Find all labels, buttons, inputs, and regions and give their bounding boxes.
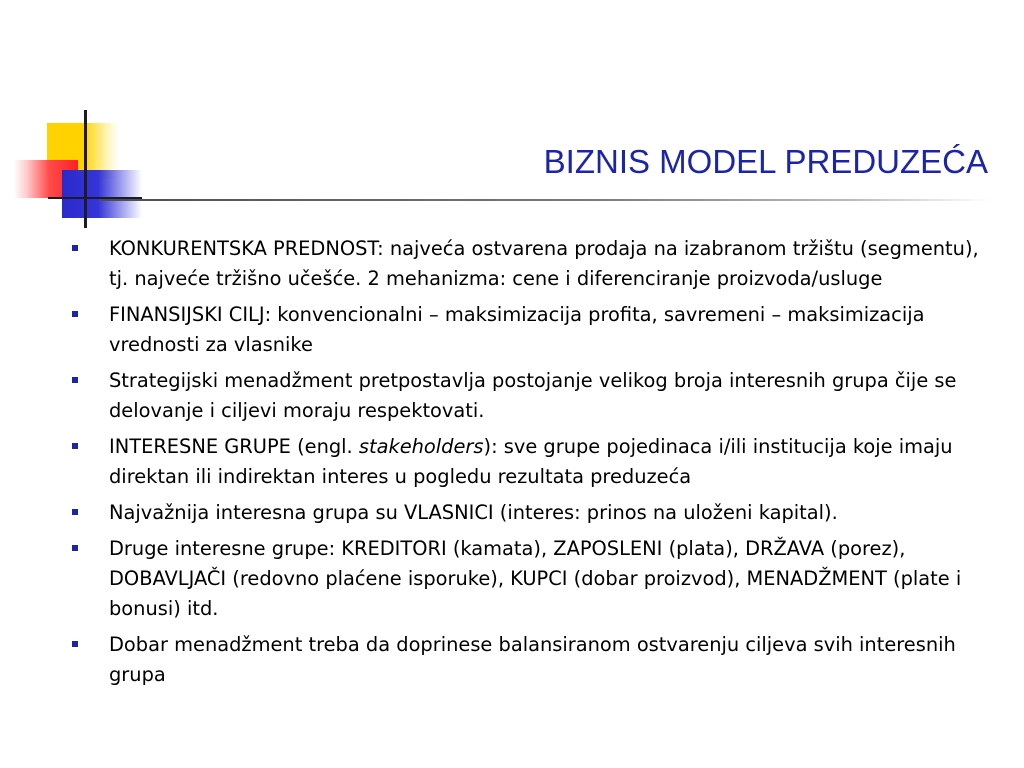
bullet-text: Druge interesne grupe: KREDITORI (kamata), ZAPOSLENI (plata), DRŽAVA (porez), DOBAVLJAČI (redovno plaćene isporuke), KUPCI (dobar proizvod), MENADŽMENT (plate i bonusi) itd.	[109, 537, 962, 620]
bullet-item-konkurentska-prednost	[70, 234, 990, 294]
square-bullet-icon	[72, 509, 78, 515]
bullet-item-strategijski-menadzment	[70, 366, 990, 426]
square-bullet-icon	[72, 641, 78, 647]
square-bullet-icon	[72, 545, 78, 551]
bullet-item-finansijski-cilj	[70, 300, 990, 360]
square-bullet-icon	[72, 377, 78, 383]
bullet-text-before: INTERESNE GRUPE (engl.	[109, 435, 359, 458]
bullet-text-emphasis: stakeholders	[358, 435, 484, 458]
logo-vertical-line	[84, 110, 87, 228]
bullet-item-vlasnici	[70, 498, 990, 528]
bullet-item-druge-interesne-grupe	[70, 534, 990, 624]
bullet-text: Strategijski menadžment pretpostavlja postojanje velikog broja interesnih grupa čije se delovanje i ciljevi moraju respektovati.	[109, 369, 957, 422]
square-bullet-icon	[72, 311, 78, 317]
square-bullet-icon	[72, 443, 78, 449]
color-squares-logo-icon	[0, 0, 160, 240]
bullet-text-after: ): sve grupe pojedinaca i/ili institucija koje imaju direktan ili indirektan interes u pogledu rezultata preduzeća	[109, 435, 953, 488]
bullet-text: Najvažnija interesna grupa su VLASNICI (interes: prinos na uloženi kapital).	[109, 501, 838, 524]
bullet-text: KONKURENTSKA PREDNOST: najveća ostvarena prodaja na izabranom tržištu (segmentu), tj. najveće tržišno učešće. 2 mehanizma: cene i diferenciranje proizvoda/usluge	[109, 237, 979, 290]
title-divider	[100, 199, 990, 201]
blue-square	[62, 170, 142, 218]
bullet-text: Dobar menadžment treba da doprinese balansiranom ostvarenju ciljeva svih interesnih grupa	[109, 633, 956, 686]
bullet-text: FINANSIJSKI CILJ: konvencionalni – maksimizacija profita, savremeni – maksimizacija vrednosti za vlasnike	[109, 303, 925, 356]
bullet-list	[70, 234, 990, 690]
bullet-item-dobar-menadzment	[70, 630, 990, 690]
slide-body	[70, 234, 990, 696]
bullet-item-interesne-grupe	[70, 432, 990, 492]
slide-title: BIZNIS MODEL PREDUZEĆA	[543, 143, 988, 180]
square-bullet-icon	[72, 245, 78, 251]
